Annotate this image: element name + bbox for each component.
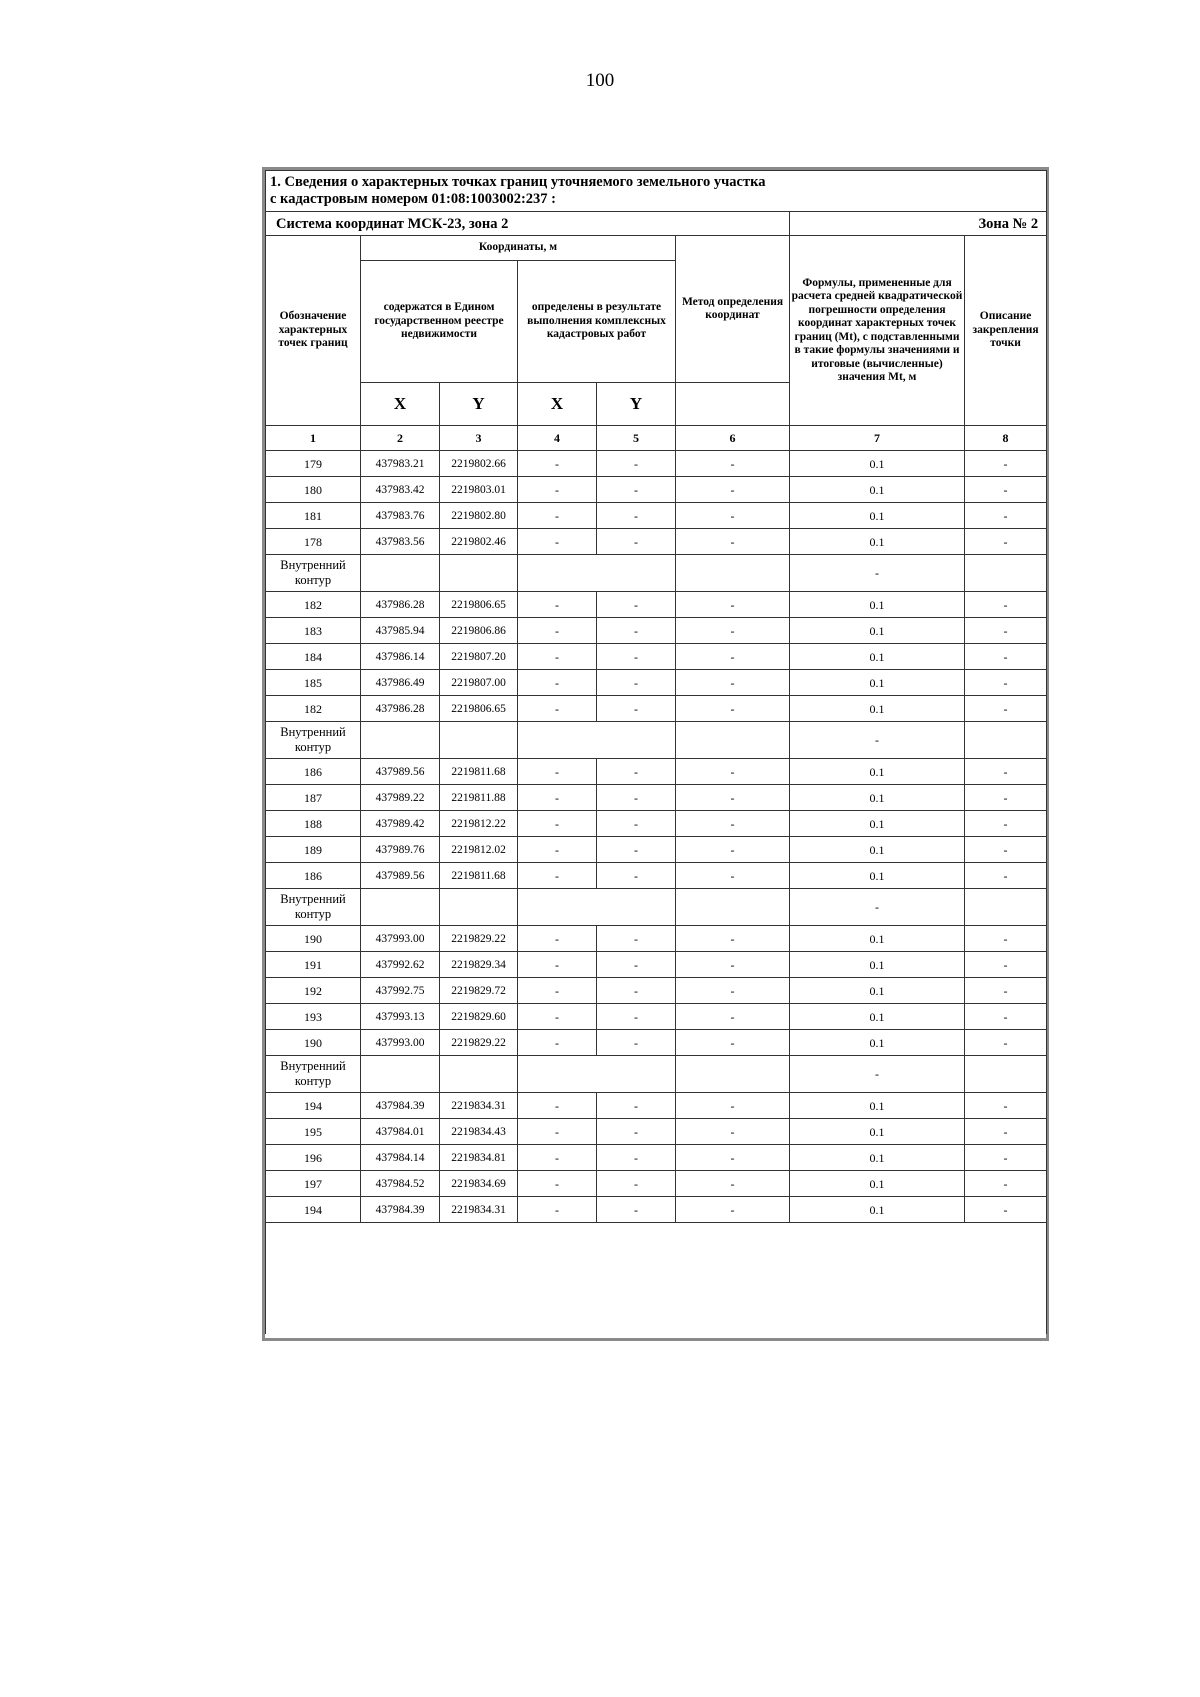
point-number: 184 bbox=[266, 644, 361, 670]
method: - bbox=[676, 759, 790, 785]
y-egrn: 2219834.81 bbox=[440, 1145, 518, 1171]
method: - bbox=[676, 926, 790, 952]
empty-cell bbox=[518, 889, 676, 926]
x-egrn: 437989.56 bbox=[361, 759, 440, 785]
y-cadastral: - bbox=[597, 837, 676, 863]
x-cadastral: - bbox=[518, 785, 597, 811]
fixing-description: - bbox=[965, 978, 1047, 1004]
y-cadastral: - bbox=[597, 477, 676, 503]
x-cadastral: - bbox=[518, 1145, 597, 1171]
x-egrn: 437983.76 bbox=[361, 503, 440, 529]
empty-cell bbox=[440, 889, 518, 926]
method: - bbox=[676, 1004, 790, 1030]
header-method-empty bbox=[676, 383, 790, 426]
method: - bbox=[676, 529, 790, 555]
mt-value: 0.1 bbox=[790, 696, 965, 722]
header-method: Метод определения координат bbox=[676, 236, 790, 383]
y-cadastral: - bbox=[597, 759, 676, 785]
x-cadastral: - bbox=[518, 503, 597, 529]
mt-value: 0.1 bbox=[790, 837, 965, 863]
fixing-description: - bbox=[965, 670, 1047, 696]
inner-contour-label: Внутренний контур bbox=[266, 722, 361, 759]
y-egrn: 2219811.68 bbox=[440, 863, 518, 889]
x-cadastral: - bbox=[518, 670, 597, 696]
column-number: 8 bbox=[965, 426, 1047, 451]
y-cadastral: - bbox=[597, 592, 676, 618]
y-egrn: 2219829.22 bbox=[440, 926, 518, 952]
point-number: 182 bbox=[266, 592, 361, 618]
point-number: 187 bbox=[266, 785, 361, 811]
x-egrn: 437989.42 bbox=[361, 811, 440, 837]
point-number: 188 bbox=[266, 811, 361, 837]
x-egrn: 437993.00 bbox=[361, 1030, 440, 1056]
y-egrn: 2219802.66 bbox=[440, 451, 518, 477]
empty-cell bbox=[676, 1056, 790, 1093]
table-row bbox=[266, 644, 1047, 670]
table-row bbox=[266, 1197, 1047, 1223]
y-cadastral: - bbox=[597, 1171, 676, 1197]
x-egrn: 437992.75 bbox=[361, 978, 440, 1004]
column-number: 5 bbox=[597, 426, 676, 451]
mt-value: 0.1 bbox=[790, 785, 965, 811]
empty-footer-row bbox=[266, 1223, 1047, 1334]
point-number: 196 bbox=[266, 1145, 361, 1171]
y-cadastral: - bbox=[597, 451, 676, 477]
mt-value: 0.1 bbox=[790, 1119, 965, 1145]
method: - bbox=[676, 477, 790, 503]
method: - bbox=[676, 1197, 790, 1223]
empty-cell bbox=[676, 555, 790, 592]
y-egrn: 2219829.72 bbox=[440, 978, 518, 1004]
method: - bbox=[676, 1119, 790, 1145]
fixing-description: - bbox=[965, 1093, 1047, 1119]
x-cadastral: - bbox=[518, 1004, 597, 1030]
x-cadastral: - bbox=[518, 811, 597, 837]
point-number: 191 bbox=[266, 952, 361, 978]
method: - bbox=[676, 1145, 790, 1171]
method: - bbox=[676, 952, 790, 978]
header-cadastral-works: определены в результате выполнения комплексных кадастровых работ bbox=[518, 261, 676, 383]
empty-cell bbox=[361, 722, 440, 759]
inner-contour-label: Внутренний контур bbox=[266, 889, 361, 926]
empty-cell bbox=[518, 722, 676, 759]
column-number: 7 bbox=[790, 426, 965, 451]
x-cadastral: - bbox=[518, 978, 597, 1004]
mt-value: 0.1 bbox=[790, 863, 965, 889]
y-egrn: 2219834.31 bbox=[440, 1197, 518, 1223]
x-cadastral: - bbox=[518, 618, 597, 644]
y-cadastral: - bbox=[597, 644, 676, 670]
zone-label: Зона № 2 bbox=[790, 212, 1047, 236]
y-cadastral: - bbox=[597, 811, 676, 837]
point-number: 193 bbox=[266, 1004, 361, 1030]
x-egrn: 437989.56 bbox=[361, 863, 440, 889]
fixing-description: - bbox=[965, 863, 1047, 889]
x-cadastral: - bbox=[518, 592, 597, 618]
mt-value: 0.1 bbox=[790, 451, 965, 477]
table-row bbox=[266, 785, 1047, 811]
header-y-egrn: Y bbox=[440, 383, 518, 426]
y-egrn: 2219834.69 bbox=[440, 1171, 518, 1197]
x-egrn: 437986.49 bbox=[361, 670, 440, 696]
inner-contour-mt: - bbox=[790, 889, 965, 926]
method: - bbox=[676, 670, 790, 696]
x-egrn: 437983.56 bbox=[361, 529, 440, 555]
empty-footer-cell bbox=[266, 1223, 1047, 1334]
header-egrn: содержатся в Едином государственном реестре недвижимости bbox=[361, 261, 518, 383]
method: - bbox=[676, 503, 790, 529]
table-row bbox=[266, 978, 1047, 1004]
method: - bbox=[676, 811, 790, 837]
table-row bbox=[266, 1093, 1047, 1119]
fixing-description: - bbox=[965, 592, 1047, 618]
point-number: 192 bbox=[266, 978, 361, 1004]
header-y-cadastral: Y bbox=[597, 383, 676, 426]
y-cadastral: - bbox=[597, 926, 676, 952]
x-egrn: 437989.22 bbox=[361, 785, 440, 811]
mt-value: 0.1 bbox=[790, 529, 965, 555]
x-egrn: 437983.42 bbox=[361, 477, 440, 503]
x-egrn: 437986.14 bbox=[361, 644, 440, 670]
point-number: 182 bbox=[266, 696, 361, 722]
point-number: 195 bbox=[266, 1119, 361, 1145]
table-row bbox=[266, 926, 1047, 952]
x-egrn: 437989.76 bbox=[361, 837, 440, 863]
fixing-description: - bbox=[965, 696, 1047, 722]
table-row bbox=[266, 1119, 1047, 1145]
fixing-description: - bbox=[965, 1030, 1047, 1056]
y-egrn: 2219812.02 bbox=[440, 837, 518, 863]
mt-value: 0.1 bbox=[790, 1093, 965, 1119]
mt-value: 0.1 bbox=[790, 503, 965, 529]
fixing-description: - bbox=[965, 1171, 1047, 1197]
y-egrn: 2219829.34 bbox=[440, 952, 518, 978]
x-cadastral: - bbox=[518, 477, 597, 503]
fixing-description: - bbox=[965, 785, 1047, 811]
mt-value: 0.1 bbox=[790, 1004, 965, 1030]
method: - bbox=[676, 978, 790, 1004]
point-number: 180 bbox=[266, 477, 361, 503]
x-cadastral: - bbox=[518, 759, 597, 785]
table-row bbox=[266, 811, 1047, 837]
header-coordinates: Координаты, м bbox=[361, 236, 676, 261]
y-egrn: 2219834.43 bbox=[440, 1119, 518, 1145]
point-number: 186 bbox=[266, 759, 361, 785]
y-cadastral: - bbox=[597, 1119, 676, 1145]
mt-value: 0.1 bbox=[790, 644, 965, 670]
column-numbers-row bbox=[266, 426, 1047, 451]
fixing-description: - bbox=[965, 1197, 1047, 1223]
section-title-line2: с кадастровым номером 01:08:1003002:237 : bbox=[270, 191, 556, 207]
table-row bbox=[266, 592, 1047, 618]
y-cadastral: - bbox=[597, 1004, 676, 1030]
table-row bbox=[266, 837, 1047, 863]
y-egrn: 2219806.65 bbox=[440, 592, 518, 618]
y-cadastral: - bbox=[597, 529, 676, 555]
y-egrn: 2219807.20 bbox=[440, 644, 518, 670]
boundary-points-table bbox=[265, 170, 1047, 1334]
y-egrn: 2219811.88 bbox=[440, 785, 518, 811]
inner-contour-mt: - bbox=[790, 1056, 965, 1093]
mt-value: 0.1 bbox=[790, 978, 965, 1004]
table-row bbox=[266, 1004, 1047, 1030]
mt-value: 0.1 bbox=[790, 1171, 965, 1197]
x-cadastral: - bbox=[518, 952, 597, 978]
empty-cell bbox=[440, 555, 518, 592]
method: - bbox=[676, 451, 790, 477]
empty-cell bbox=[518, 1056, 676, 1093]
header-row-1 bbox=[266, 236, 1047, 261]
method: - bbox=[676, 863, 790, 889]
y-cadastral: - bbox=[597, 863, 676, 889]
method: - bbox=[676, 1171, 790, 1197]
header-designation: Обозначение характерных точек границ bbox=[266, 236, 361, 426]
table-row bbox=[266, 1030, 1047, 1056]
fixing-description: - bbox=[965, 811, 1047, 837]
fixing-description: - bbox=[965, 529, 1047, 555]
x-egrn: 437983.21 bbox=[361, 451, 440, 477]
fixing-description: - bbox=[965, 1004, 1047, 1030]
mt-value: 0.1 bbox=[790, 592, 965, 618]
y-cadastral: - bbox=[597, 618, 676, 644]
inner-contour-mt: - bbox=[790, 555, 965, 592]
fixing-description: - bbox=[965, 503, 1047, 529]
empty-cell bbox=[965, 722, 1047, 759]
inner-contour-row bbox=[266, 1056, 1047, 1093]
method: - bbox=[676, 696, 790, 722]
table-row bbox=[266, 1171, 1047, 1197]
y-egrn: 2219807.00 bbox=[440, 670, 518, 696]
empty-cell bbox=[361, 555, 440, 592]
table-row bbox=[266, 863, 1047, 889]
y-cadastral: - bbox=[597, 503, 676, 529]
empty-cell bbox=[676, 889, 790, 926]
y-egrn: 2219811.68 bbox=[440, 759, 518, 785]
x-cadastral: - bbox=[518, 1093, 597, 1119]
y-cadastral: - bbox=[597, 978, 676, 1004]
table-row bbox=[266, 696, 1047, 722]
fixing-description: - bbox=[965, 451, 1047, 477]
y-egrn: 2219812.22 bbox=[440, 811, 518, 837]
empty-cell bbox=[965, 555, 1047, 592]
inner-contour-row bbox=[266, 889, 1047, 926]
section-title bbox=[266, 171, 1047, 212]
mt-value: 0.1 bbox=[790, 811, 965, 837]
coordinate-system-label: Система координат МСК-23, зона 2 bbox=[266, 212, 790, 236]
y-cadastral: - bbox=[597, 952, 676, 978]
column-number: 4 bbox=[518, 426, 597, 451]
fixing-description: - bbox=[965, 1119, 1047, 1145]
x-egrn: 437986.28 bbox=[361, 696, 440, 722]
point-number: 197 bbox=[266, 1171, 361, 1197]
x-egrn: 437993.13 bbox=[361, 1004, 440, 1030]
empty-cell bbox=[676, 722, 790, 759]
point-number: 189 bbox=[266, 837, 361, 863]
x-egrn: 437984.39 bbox=[361, 1197, 440, 1223]
method: - bbox=[676, 785, 790, 811]
column-number: 2 bbox=[361, 426, 440, 451]
method: - bbox=[676, 1093, 790, 1119]
x-egrn: 437984.01 bbox=[361, 1119, 440, 1145]
inner-contour-label: Внутренний контур bbox=[266, 1056, 361, 1093]
y-egrn: 2219834.31 bbox=[440, 1093, 518, 1119]
x-cadastral: - bbox=[518, 1119, 597, 1145]
y-egrn: 2219802.46 bbox=[440, 529, 518, 555]
y-cadastral: - bbox=[597, 785, 676, 811]
column-number: 1 bbox=[266, 426, 361, 451]
point-number: 186 bbox=[266, 863, 361, 889]
inner-contour-mt: - bbox=[790, 722, 965, 759]
point-number: 190 bbox=[266, 926, 361, 952]
table-data-body bbox=[266, 451, 1047, 1223]
table-row bbox=[266, 529, 1047, 555]
page-number: 100 bbox=[585, 70, 615, 91]
mt-value: 0.1 bbox=[790, 926, 965, 952]
mt-value: 0.1 bbox=[790, 1030, 965, 1056]
table-row bbox=[266, 759, 1047, 785]
x-egrn: 437984.52 bbox=[361, 1171, 440, 1197]
y-egrn: 2219806.65 bbox=[440, 696, 518, 722]
fixing-description: - bbox=[965, 952, 1047, 978]
x-cadastral: - bbox=[518, 1030, 597, 1056]
method: - bbox=[676, 618, 790, 644]
point-number: 190 bbox=[266, 1030, 361, 1056]
point-number: 194 bbox=[266, 1197, 361, 1223]
header-x-egrn: X bbox=[361, 383, 440, 426]
empty-cell bbox=[361, 1056, 440, 1093]
x-cadastral: - bbox=[518, 1197, 597, 1223]
mt-value: 0.1 bbox=[790, 618, 965, 644]
y-cadastral: - bbox=[597, 670, 676, 696]
point-number: 179 bbox=[266, 451, 361, 477]
x-egrn: 437992.62 bbox=[361, 952, 440, 978]
fixing-description: - bbox=[965, 759, 1047, 785]
empty-cell bbox=[518, 555, 676, 592]
table-row bbox=[266, 477, 1047, 503]
column-number: 6 bbox=[676, 426, 790, 451]
point-number: 181 bbox=[266, 503, 361, 529]
x-cadastral: - bbox=[518, 529, 597, 555]
fixing-description: - bbox=[965, 477, 1047, 503]
table-row bbox=[266, 952, 1047, 978]
x-egrn: 437984.39 bbox=[361, 1093, 440, 1119]
point-number: 185 bbox=[266, 670, 361, 696]
x-cadastral: - bbox=[518, 863, 597, 889]
x-egrn: 437993.00 bbox=[361, 926, 440, 952]
method: - bbox=[676, 644, 790, 670]
method: - bbox=[676, 1030, 790, 1056]
y-egrn: 2219803.01 bbox=[440, 477, 518, 503]
y-egrn: 2219829.22 bbox=[440, 1030, 518, 1056]
fixing-description: - bbox=[965, 837, 1047, 863]
method: - bbox=[676, 592, 790, 618]
y-cadastral: - bbox=[597, 696, 676, 722]
y-cadastral: - bbox=[597, 1197, 676, 1223]
x-egrn: 437984.14 bbox=[361, 1145, 440, 1171]
header-formulas: Формулы, примененные для расчета средней квадратической погрешности определения координат характерных точек границ (Mt), с подставленными в такие формулы значениями и итоговые (вычисленные) значения Mt, м bbox=[790, 236, 965, 426]
y-egrn: 2219829.60 bbox=[440, 1004, 518, 1030]
column-number: 3 bbox=[440, 426, 518, 451]
fixing-description: - bbox=[965, 926, 1047, 952]
x-cadastral: - bbox=[518, 837, 597, 863]
mt-value: 0.1 bbox=[790, 759, 965, 785]
x-cadastral: - bbox=[518, 1171, 597, 1197]
x-cadastral: - bbox=[518, 696, 597, 722]
empty-cell bbox=[361, 889, 440, 926]
coordinate-system-row bbox=[266, 212, 1047, 236]
inner-contour-label: Внутренний контур bbox=[266, 555, 361, 592]
table-row bbox=[266, 1145, 1047, 1171]
method: - bbox=[676, 837, 790, 863]
section-title-row bbox=[266, 171, 1047, 212]
mt-value: 0.1 bbox=[790, 670, 965, 696]
fixing-description: - bbox=[965, 644, 1047, 670]
mt-value: 0.1 bbox=[790, 1197, 965, 1223]
fixing-description: - bbox=[965, 618, 1047, 644]
table-row bbox=[266, 451, 1047, 477]
x-egrn: 437985.94 bbox=[361, 618, 440, 644]
section-title-line1: 1. Сведения о характерных точках границ уточняемого земельного участка bbox=[270, 174, 766, 190]
point-number: 183 bbox=[266, 618, 361, 644]
header-x-cadastral: X bbox=[518, 383, 597, 426]
x-cadastral: - bbox=[518, 451, 597, 477]
mt-value: 0.1 bbox=[790, 1145, 965, 1171]
table-row bbox=[266, 670, 1047, 696]
y-cadastral: - bbox=[597, 1030, 676, 1056]
x-cadastral: - bbox=[518, 926, 597, 952]
mt-value: 0.1 bbox=[790, 952, 965, 978]
y-cadastral: - bbox=[597, 1093, 676, 1119]
point-number: 178 bbox=[266, 529, 361, 555]
header-description: Описание закрепления точки bbox=[965, 236, 1047, 426]
empty-cell bbox=[965, 889, 1047, 926]
inner-contour-row bbox=[266, 555, 1047, 592]
x-egrn: 437986.28 bbox=[361, 592, 440, 618]
fixing-description: - bbox=[965, 1145, 1047, 1171]
point-number: 194 bbox=[266, 1093, 361, 1119]
inner-contour-row bbox=[266, 722, 1047, 759]
table-row bbox=[266, 618, 1047, 644]
empty-cell bbox=[440, 722, 518, 759]
y-cadastral: - bbox=[597, 1145, 676, 1171]
empty-cell bbox=[440, 1056, 518, 1093]
boundary-points-form bbox=[262, 167, 1049, 1341]
table-row bbox=[266, 503, 1047, 529]
x-cadastral: - bbox=[518, 644, 597, 670]
y-egrn: 2219802.80 bbox=[440, 503, 518, 529]
empty-cell bbox=[965, 1056, 1047, 1093]
y-egrn: 2219806.86 bbox=[440, 618, 518, 644]
mt-value: 0.1 bbox=[790, 477, 965, 503]
